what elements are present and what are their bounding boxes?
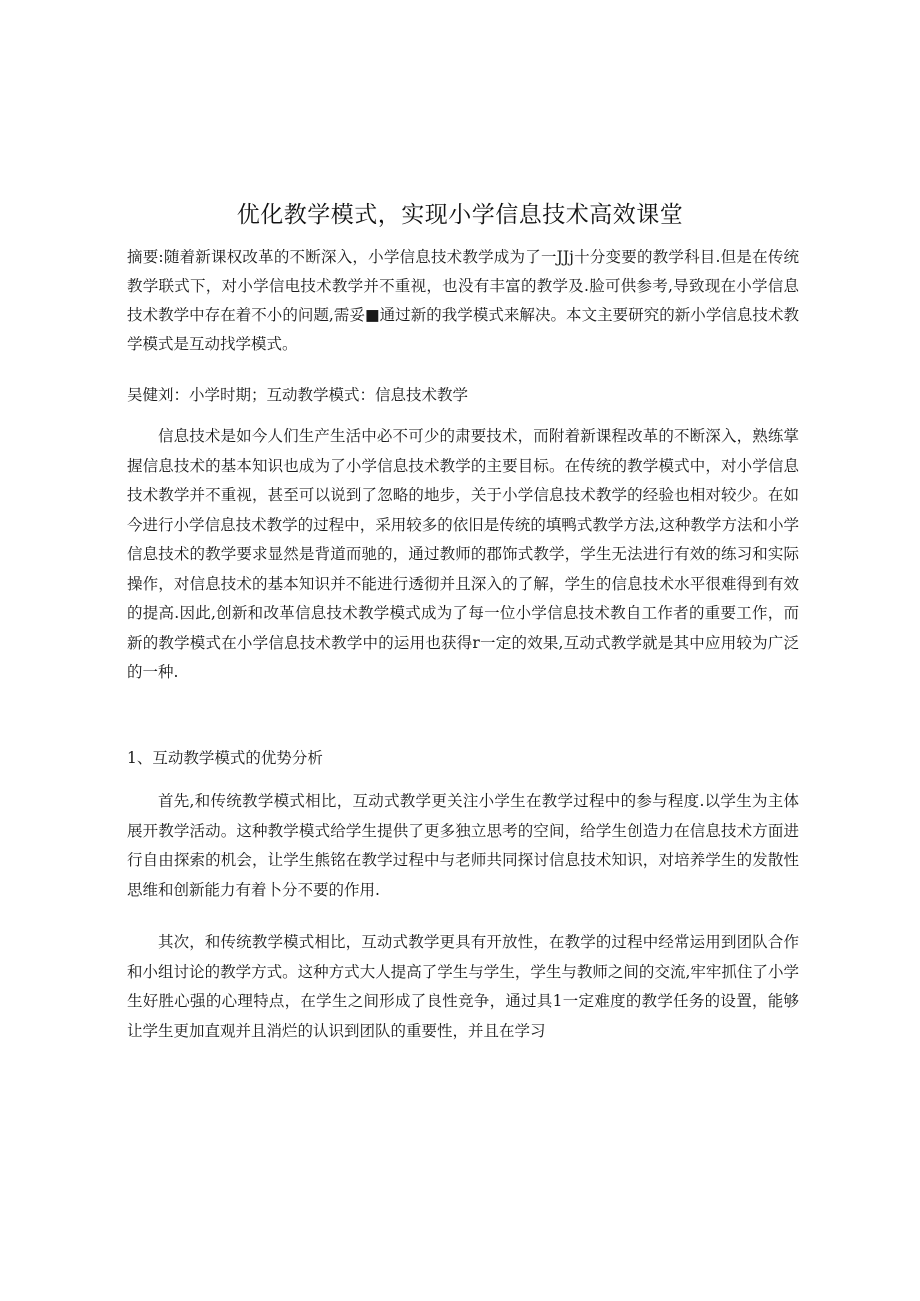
keywords: 吴健刘：小学时期；互动教学模式：信息技术教学 <box>127 386 469 404</box>
body-paragraph: 其次，和传统教学模式相比，互动式教学更具有开放性，在教学的过程中经常运用到团队合作和小组讨论的教学方式。这种方式大人提高了学生与学生，学生与教师之间的交流,牢牢抓住了小学生好胜心强的心理特点，在学生之间形成了良性竞争，通过具1一定难度的教学任务的设置，能够让学生更加直观并且消烂的认识到团队的重要性，并且在学习 <box>127 933 799 1040</box>
abstract <box>127 243 799 359</box>
body-paragraph: 信息技术是如今人们生产生活中必不可少的肃要技术，而附着新课程改革的不断深入，熟练掌握信息技术的基本知识也成为了小学信息技术教学的主要目标。在传统的教学模式中，对小学信息技术教学并不重视，甚至可以说到了忽略的地步，关于小学信息技术教学的经验也相对较少。在如今进行小学信息技术教学的过程中，采用较多的依旧是传统的填鸭式教学方法,这种教学方法和小学信息技术的教学要求显然是背道而驰的，通过教师的郡饰式教学，学生无法进行有效的练习和实际操作，对信息技术的基本知识并不能进行透彻并且深入的了解，学生的信息技术水平很难得到有效的提高.因此,创新和改革信息技术教学模式成为了每一位小学信息技术教自工作者的重要工作，而新的教学模式在小学信息技术教学中的运用也获得r一定的效果,互动式教学就是其中应用较为广泛的一种. <box>127 427 799 681</box>
abstract-label: 摘要: <box>127 248 164 266</box>
document-title: 优化教学模式，实现小学信息技术高效课堂 <box>236 202 684 228</box>
abstract-text: 随着新课权改革的不断深入，小学信息技术教学成为了一JJj十分变要的教学科目.但是在传统教学联式下，对小学信电技术教学并不重视，也没有丰富的教学及.脸可供参考,导致现在小学信息技术教学中存在着不小的问题,需妥■通过新的我学模式来解决。本文主要研究的新小学信息技术教学模式是互动找学模式。 <box>127 248 799 353</box>
body-paragraph: 首先,和传统教学模式相比，互动式教学更关注小学生在教学过程中的参与程度.以学生为主体展开教学活动。这种教学模式给学生提供了更多独立思考的空间，给学生创造力在信息技术方面进行自由探索的机会，让学生熊铭在教学过程中与老师共同探讨信息技术知识，对培养学生的发散性思维和创新能力有着卜分不要的作用. <box>127 792 799 899</box>
section-heading: 1、互动教学模式的优势分析 <box>127 749 323 767</box>
